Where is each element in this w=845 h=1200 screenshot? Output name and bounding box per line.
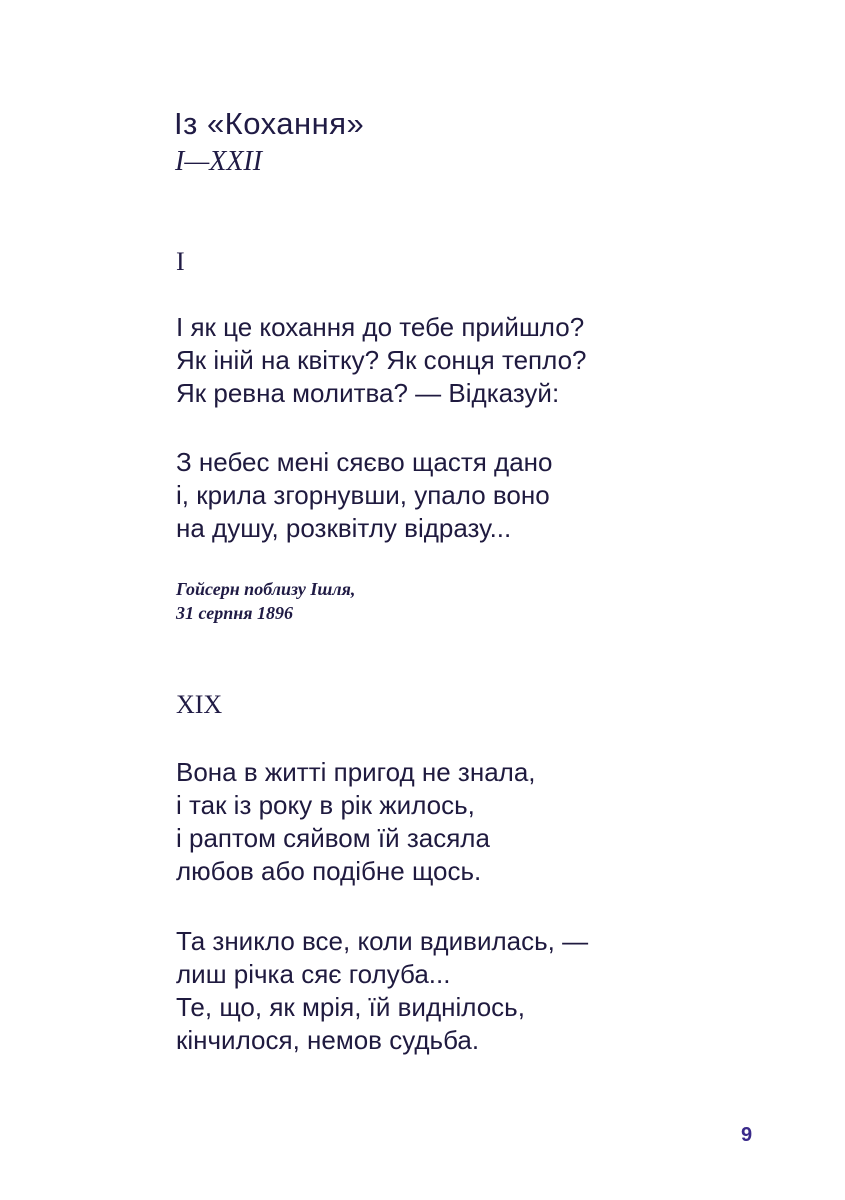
poem-i-stanza-2 [176,446,553,545]
verse-line: на душу, розквітлу відразу... [176,513,512,543]
poem-i-dateline [176,577,355,625]
verse-line: любов або подібне щось. [176,856,482,886]
verse-line: З небес мені сяєво щастя дано [176,447,553,477]
poem-xix-stanza-1 [176,756,536,888]
verse-line: Як іній на квітку? Як сонця тепло? [176,345,587,375]
poem-number-xix: XIX [176,690,223,719]
verse-line: і так із року в рік жилось, [176,790,475,820]
verse-line: Та зникло все, коли вдивилась, — [176,926,589,956]
verse-line: і раптом сяйвом їй засяла [176,823,490,853]
verse-line: Те, що, як мрія, їй виднілось, [176,992,525,1022]
verse-line: Вона в житті пригод не знала, [176,757,536,787]
page-subtitle: I—XXII [175,146,263,177]
poem-xix-stanza-2 [176,925,588,1057]
verse-line: кінчилося, немов судьба. [176,1025,480,1055]
verse-line: і, крила згорнувши, упало воно [176,480,550,510]
verse-line: Як ревна молитва? — Відказуй: [176,378,560,408]
page-title: Із «Кохання» [174,106,365,141]
verse-line: лиш річка сяє голуба... [176,959,451,989]
dateline-place: Гойсерн поблизу Ішля, [176,579,356,599]
verse-line: І як це кохання до тебе прийшло? [176,312,585,342]
poem-i-stanza-1 [176,311,587,410]
dateline-date: 31 серпня 1896 [176,603,294,623]
page-number: 9 [741,1124,753,1146]
poem-number-i: I [176,247,185,276]
